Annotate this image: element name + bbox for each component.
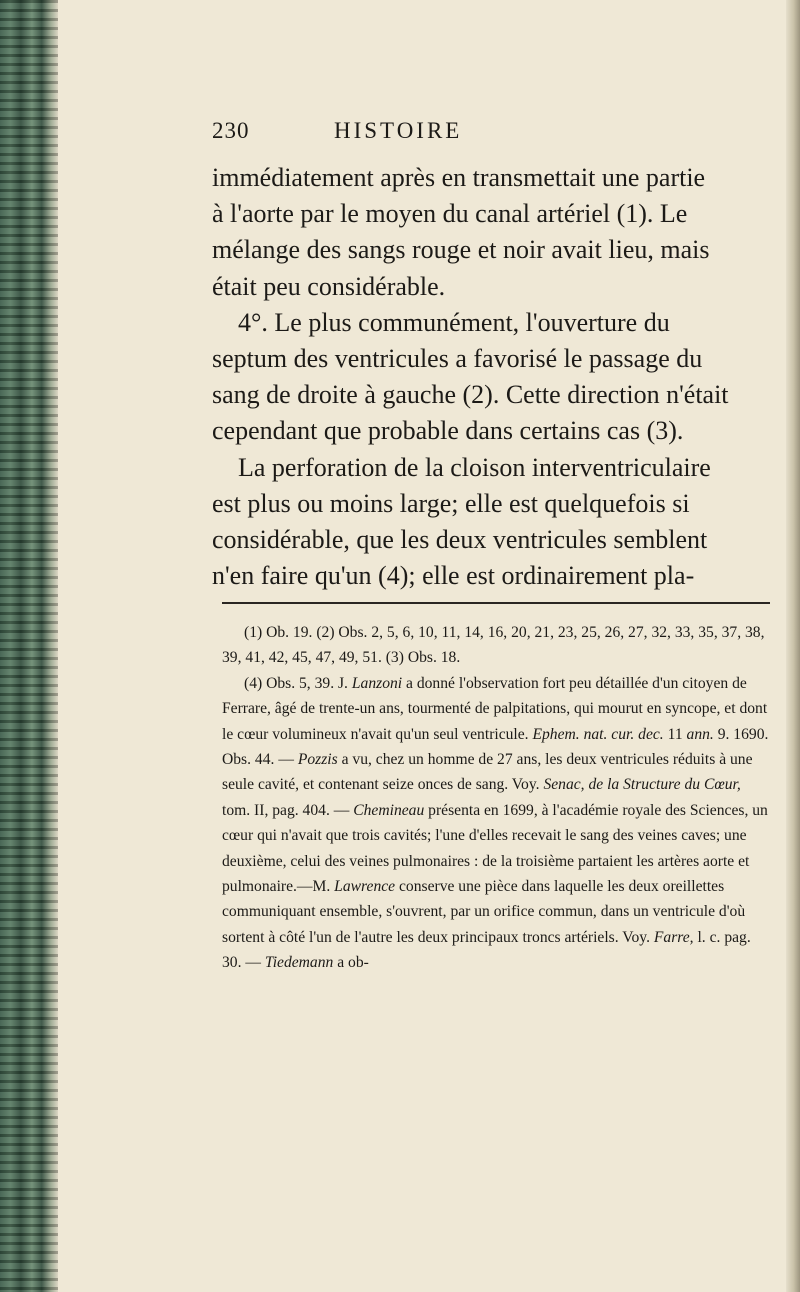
footnote-text: (4) Obs. 5, 39. J.: [244, 674, 352, 692]
body-line: est plus ou moins large; elle est quelquefois si: [212, 488, 690, 518]
body-line: cependant que probable dans certains cas (3).: [212, 416, 684, 446]
footnote-text: a ob-: [333, 954, 369, 972]
author-name: Farre,: [653, 928, 694, 946]
author-name: Chemineau: [353, 801, 425, 819]
body-line: n'en faire qu'un (4); elle est ordinairement pla-: [212, 561, 695, 591]
body-paragraphs: [212, 160, 800, 594]
footnote-1-3: (1) Ob. 19. (2) Obs. 2, 5, 6, 10, 11, 14, 16, 20, 21, 23, 25, 26, 27, 32, 33, 35, 37, 38, 39, 41, 42, 45, 47, 49, 51. (3) Obs. 18.: [222, 624, 765, 667]
book-title: Senac, de la Structure du Cœur,: [543, 776, 741, 794]
footnotes: [222, 620, 772, 976]
footnote-4: [222, 671, 772, 976]
footnote-text: conserve une pièce dans laquelle les deux oreillettes communiquant ensemble, s'ouvrent, par un orifice commun, dans un ventricule d'où sortent à côté l'un de l'autre les deux principaux troncs artériels. Voy.: [222, 878, 746, 946]
body-line: septum des ventricules a favorisé le passage du: [212, 344, 703, 374]
footnote-text: présenta en 1699, à l'académie royale des Sciences, un cœur qui n'avait que trois cavités; l'une d'elles recevait le sang des veines caves; une deuxième, celui des veines pulmonaires : de la troisième partaient les artères aorte et pulmonaire.—M.: [222, 801, 768, 896]
footnote-text: tom. II, pag. 404. —: [222, 801, 354, 819]
footnote-text: a donné l'observation fort peu détaillée d'un citoyen de Ferrare, âgé de trente-un ans, tourmenté de palpitations, qui mourut en syncope, et dont le cœur volumineux n'avait qu'un seul ventricule.: [222, 674, 768, 743]
footnote-text: 9. 1690. Obs. 44. —: [222, 725, 769, 769]
body-line: à l'aorte par le moyen du canal artériel (1). Le: [212, 199, 688, 229]
footnote-text: l. c. pag. 30. —: [222, 928, 751, 972]
body-line: La perforation de la cloison interventriculaire: [238, 452, 711, 482]
body-line: considérable, que les deux ventricules semblent: [212, 525, 708, 555]
author-name: Lawrence: [334, 878, 396, 896]
footnote-text: a vu, chez un homme de 27 ans, les deux ventricules réduits à une seule cavité, et contenant seize onces de sang. Voy.: [222, 751, 753, 794]
body-line: mélange des sangs rouge et noir avait lieu, mais: [212, 235, 710, 265]
journal-title: Ephem. nat. cur. dec.: [532, 725, 664, 743]
author-name: Lanzoni: [351, 674, 403, 692]
body-line: était peu considérable.: [212, 271, 446, 301]
journal-abbrev: ann.: [686, 725, 714, 743]
body-line: sang de droite à gauche (2). Cette direction n'était: [212, 380, 729, 410]
author-name: Tiedemann: [264, 954, 334, 972]
running-head: HISTOIRE: [334, 118, 463, 143]
footnote-separator: [222, 602, 770, 604]
book-spine-binding: [0, 0, 58, 1292]
body-line: 4°. Le plus communément, l'ouverture du: [238, 307, 670, 337]
page-header: [212, 118, 772, 158]
author-name: Pozzis: [297, 751, 338, 769]
footnote-text: 11: [663, 725, 687, 743]
page-number: 230: [212, 118, 250, 143]
body-line: immédiatement après en transmettait une partie: [212, 163, 706, 192]
